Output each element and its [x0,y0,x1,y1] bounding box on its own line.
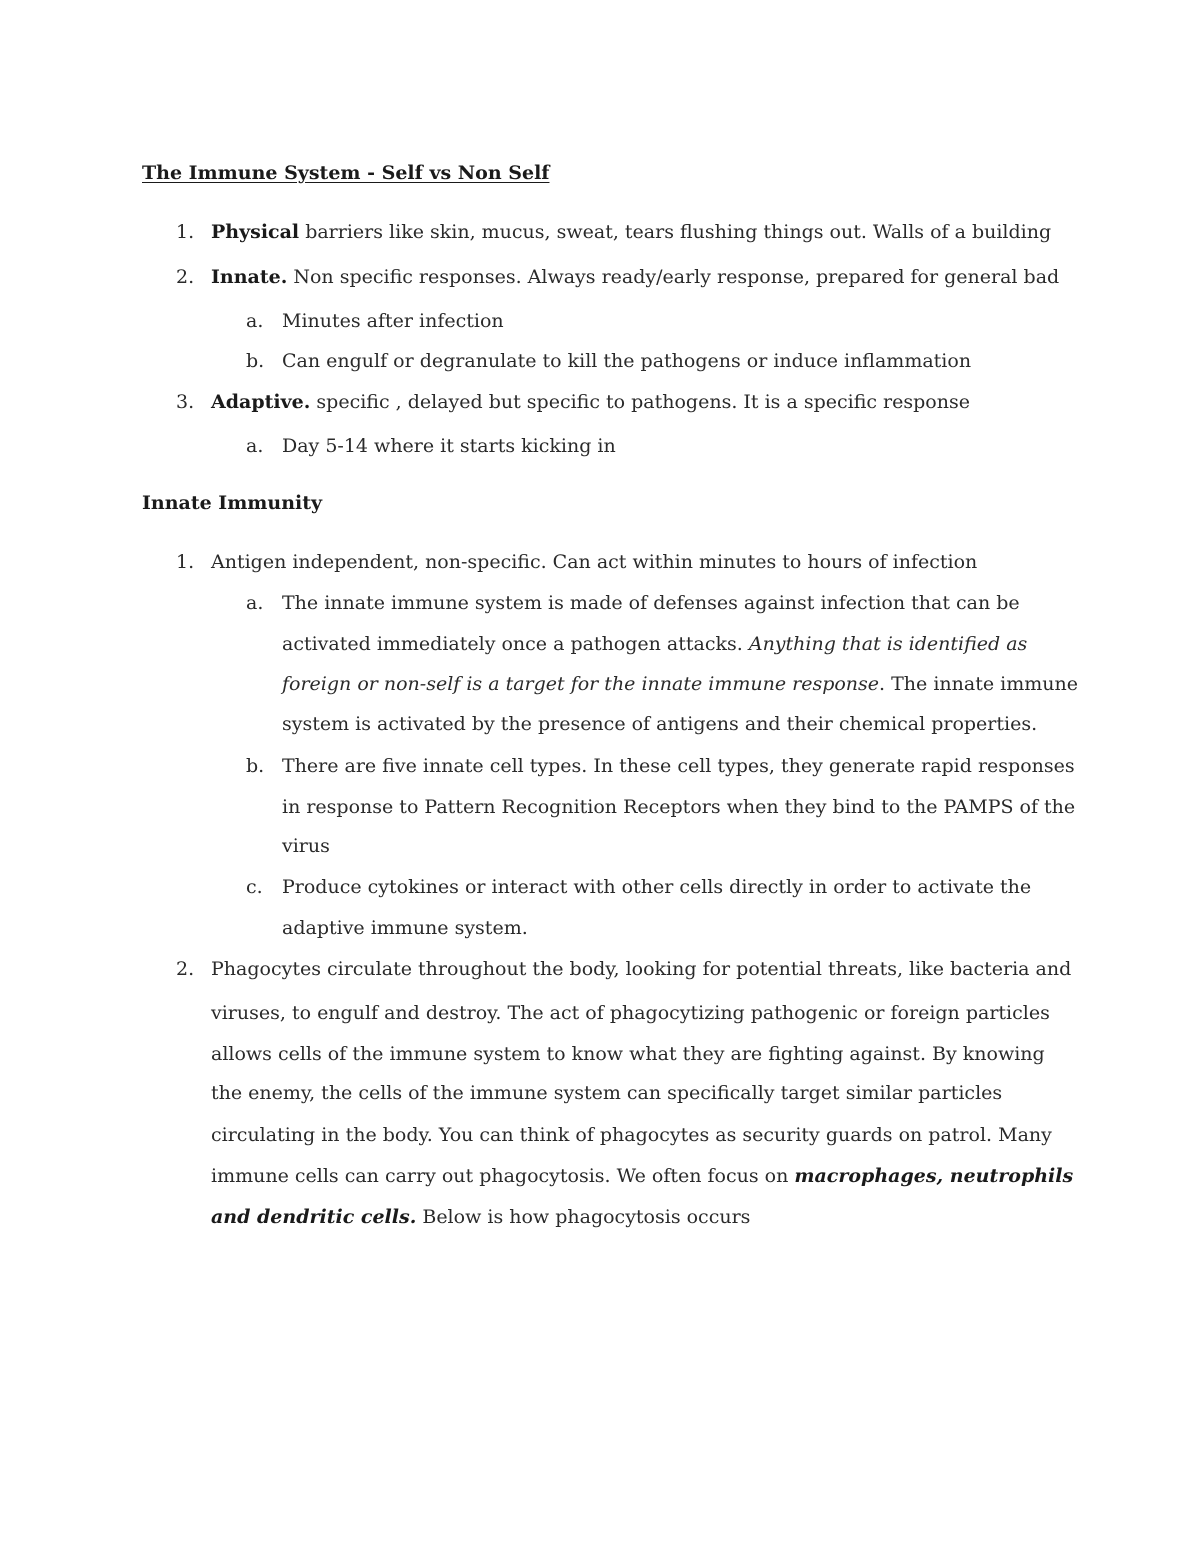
list-number: 1. [176,551,195,573]
bold-italic-text: and dendritic cells. [211,1206,417,1228]
list-item-innate [211,265,1059,289]
sub-list-letter: a. [246,310,264,332]
list-item-physical [211,220,1051,244]
list-number: 1. [176,221,195,243]
italic-text: foreign or non-self is a target for the innate immune response [282,673,880,695]
text-run: immune cells can carry out phagocytosis. We often focus on [211,1165,795,1187]
paragraph-line [211,1164,1073,1188]
text-run: Below is how phagocytosis occurs [416,1206,751,1228]
list-number: 3. [176,391,195,413]
paragraph-line: The innate immune system is made of defenses against infection that can be [282,592,1020,614]
sub-list-letter: c. [246,876,263,898]
bold-italic-text: macrophages, neutrophils [794,1165,1074,1187]
italic-text: Anything that is identified as [748,633,1028,655]
sub-list-item: Minutes after infection [282,310,504,332]
paragraph-line: allows cells of the immune system to know what they are fighting against. By knowing [211,1043,1045,1065]
paragraph-line: the enemy, the cells of the immune system can specifically target similar particles [211,1082,1003,1104]
paragraph-line: adaptive immune system. [282,917,528,939]
sub-list-letter: a. [246,592,264,614]
list-item-text: specific , delayed but specific to pathogens. It is a specific response [310,391,970,413]
paragraph-line: viruses, to engulf and destroy. The act of phagocytizing pathogenic or foreign particles [211,1002,1050,1024]
sub-list-item: Can engulf or degranulate to kill the pathogens or induce inflammation [282,350,972,372]
bold-term: Adaptive. [211,391,311,413]
list-item-antigen: Antigen independent, non-specific. Can act within minutes to hours of infection [211,551,978,573]
paragraph-line [282,672,1078,696]
bold-term: Physical [211,221,300,243]
paragraph-line: Phagocytes circulate throughout the body, looking for potential threats, like bacteria and [211,958,1072,980]
list-item-text: barriers like skin, mucus, sweat, tears flushing things out. Walls of a building [299,221,1052,243]
sub-list-item: Day 5-14 where it starts kicking in [282,435,616,457]
section-title-immune-system: The Immune System - Self vs Non Self [142,162,550,184]
list-item-adaptive [211,390,970,414]
list-number: 2. [176,958,195,980]
text-run: activated immediately once a pathogen attacks. [282,633,749,655]
paragraph-line: virus [282,835,330,857]
paragraph-line: circulating in the body. You can think of phagocytes as security guards on patrol. Many [211,1124,1052,1146]
paragraph-line: in response to Pattern Recognition Receptors when they bind to the PAMPS of the [282,796,1076,818]
text-run: . The innate immune [879,673,1078,695]
bold-term: Innate. [211,266,288,288]
paragraph-line: Produce cytokines or interact with other cells directly in order to activate the [282,876,1032,898]
paragraph-line: system is activated by the presence of antigens and their chemical properties. [282,713,1038,735]
sub-list-letter: a. [246,435,264,457]
list-item-text: Non specific responses. Always ready/early response, prepared for general bad [287,266,1060,288]
section-title-innate-immunity: Innate Immunity [142,492,323,514]
paragraph-line [211,1205,750,1229]
sub-list-letter: b. [246,755,265,777]
sub-list-letter: b. [246,350,265,372]
paragraph-line [282,632,1027,656]
paragraph-line: There are five innate cell types. In these cell types, they generate rapid responses [282,755,1075,777]
list-number: 2. [176,266,195,288]
